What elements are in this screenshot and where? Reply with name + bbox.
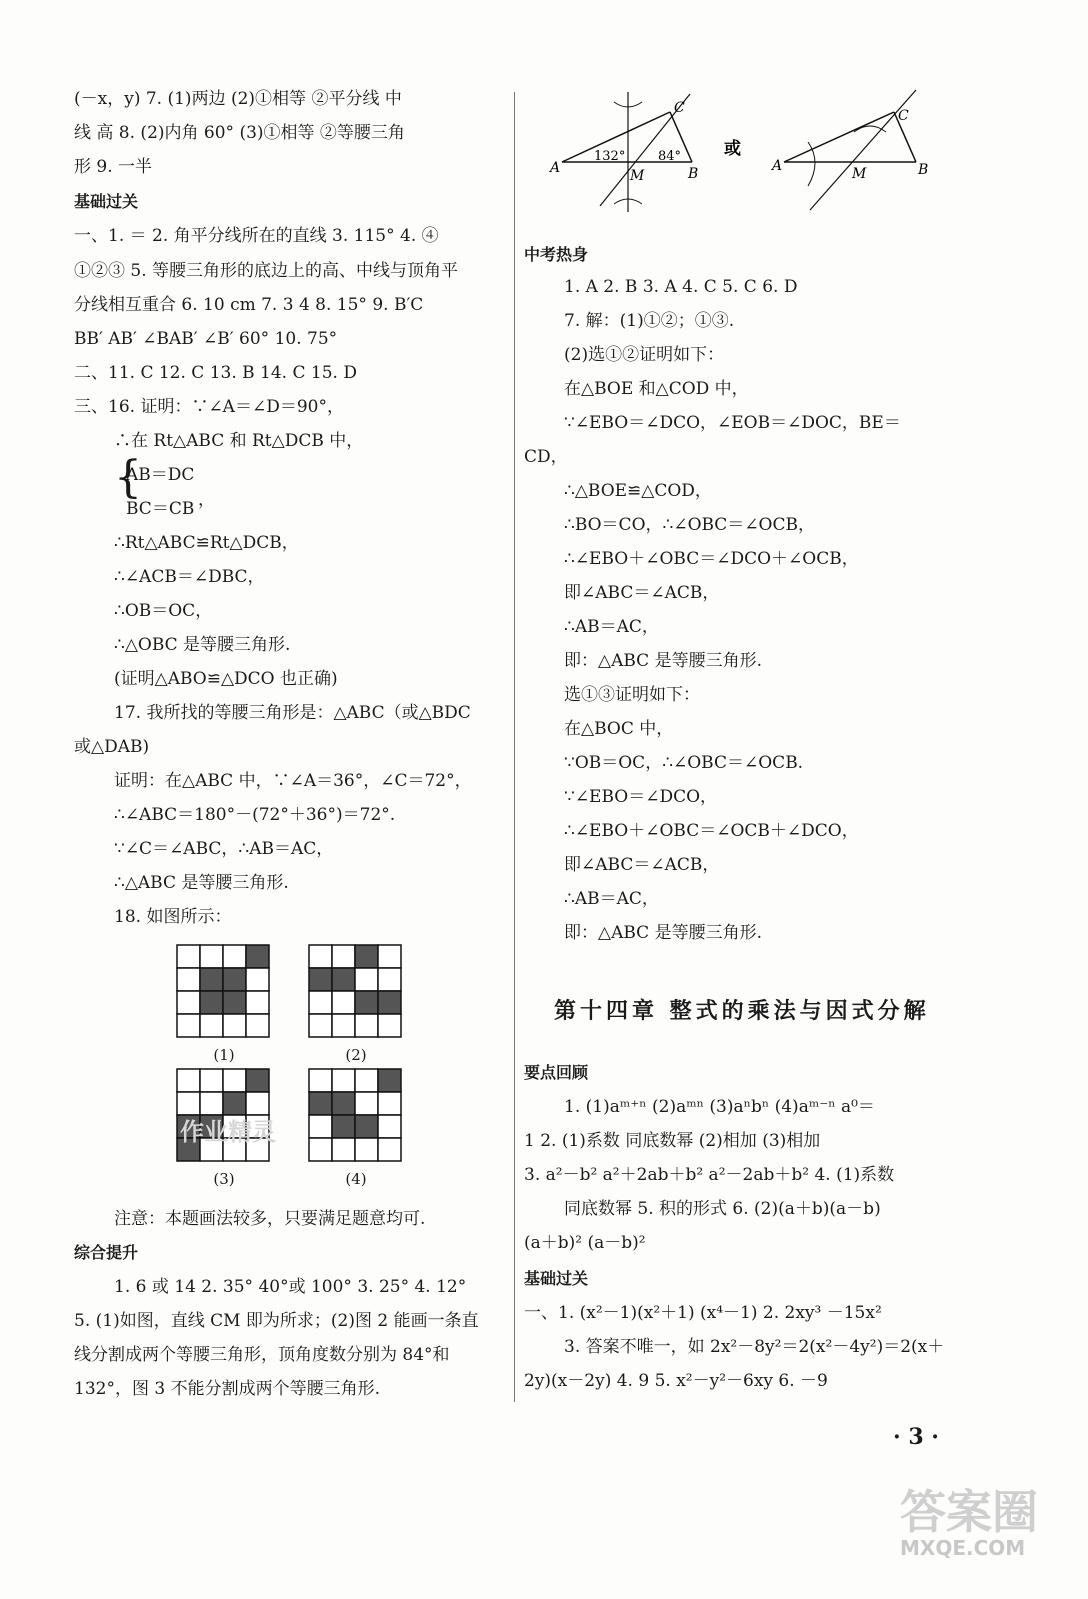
equation-line: AB＝DC — [126, 465, 195, 485]
grid-cell — [177, 1069, 200, 1092]
text-line: 选①③证明如下： — [564, 685, 700, 705]
text-line: (2)选①②证明如下： — [564, 345, 725, 365]
grid-caption: (1) — [213, 1046, 235, 1064]
grid-cell — [309, 945, 332, 968]
grid-cell — [177, 1014, 200, 1037]
grid-cell — [200, 1069, 223, 1092]
text-line: 3. 答案不唯一，如 2x²－8y²＝2(x²－4y²)＝2(x＋ — [564, 1337, 945, 1357]
text-line: ∵∠EBO＝∠DCO， — [564, 787, 718, 807]
grid-cell-shaded — [332, 1092, 355, 1115]
text-line: 3. a²－b² a²＋2ab＋b² a²－2ab＋b² 4. (1)系数 — [524, 1165, 895, 1185]
text-line: ∵OB＝OC，∴∠OBC＝∠OCB. — [564, 753, 804, 773]
text-line: ∴∠ABC＝180°－(72°＋36°)＝72°. — [114, 805, 396, 825]
section-heading: 基础过关 — [74, 192, 139, 211]
fig1-angle-132: 132° — [594, 149, 626, 164]
text-line: 同底数幂 5. 积的形式 6. (2)(a＋b)(a－b) — [564, 1199, 881, 1219]
grid-caption: (2) — [345, 1046, 367, 1064]
grid-cell-shaded — [223, 968, 246, 991]
system-brace: { — [114, 452, 142, 503]
grid-cell — [200, 1014, 223, 1037]
comma: ， — [198, 490, 215, 510]
grid-cell — [332, 1014, 355, 1037]
text-line: 证明：在△ABC 中，∵∠A＝36°，∠C＝72°， — [114, 771, 472, 791]
grid-cell — [309, 1138, 332, 1161]
fig1-label-B: B — [688, 166, 699, 182]
text-line: 即：△ABC 是等腰三角形. — [564, 651, 762, 671]
grid-cell — [223, 1069, 246, 1092]
triangle-figures — [540, 88, 940, 214]
fig2-label-M: M — [852, 166, 867, 182]
text-line: 17. 我所找的等腰三角形是：△ABC（或△BDC — [114, 703, 471, 723]
text-line: 1. (1)aᵐ⁺ⁿ (2)aᵐⁿ (3)aⁿbⁿ (4)aᵐ⁻ⁿ a⁰＝ — [564, 1097, 875, 1117]
grid-cell — [355, 1069, 378, 1092]
text-line: 在△BOC 中， — [564, 719, 674, 739]
grid-cell — [378, 1014, 401, 1037]
grid-cell — [309, 1069, 332, 1092]
text-line: ∴△ABC 是等腰三角形. — [114, 873, 289, 893]
text-line: ∴∠EBO＋∠OBC＝∠DCO＋∠OCB， — [564, 549, 859, 569]
text-line: 即∠ABC＝∠ACB， — [564, 583, 720, 603]
grid-cell-shaded — [378, 991, 401, 1014]
grid-cell — [200, 945, 223, 968]
grid-cell-shaded — [355, 991, 378, 1014]
text-line: 一、1. (x²－1)(x²＋1) (x⁴－1) 2. 2xy³ －15x² — [524, 1303, 882, 1323]
grid-cell-shaded — [200, 968, 223, 991]
grid-cell — [332, 1069, 355, 1092]
text-line: ∴BO＝CO，∴∠OBC＝∠OCB， — [564, 515, 815, 535]
text-line: 18. 如图所示： — [114, 907, 232, 927]
grid-cell — [355, 1092, 378, 1115]
text-line: (证明△ABO≌△DCO 也正确) — [114, 669, 338, 689]
text-line: ∴在 Rt△ABC 和 Rt△DCB 中， — [114, 431, 364, 451]
chapter-title: 第十四章 整式的乘法与因式分解 — [554, 998, 930, 1024]
grid-cell — [355, 968, 378, 991]
grid-cell — [332, 1138, 355, 1161]
text-line: BB′ AB′ ∠BAB′ ∠B′ 60° 10. 75° — [74, 329, 338, 349]
text-line: ∴∠EBO＋∠OBC＝∠OCB＋∠DCO， — [564, 821, 859, 841]
grid-figure-2 — [308, 944, 404, 1040]
grid-cell-shaded — [200, 991, 223, 1014]
fig2-label-B: B — [918, 162, 929, 178]
section-heading: 基础过关 — [524, 1269, 589, 1288]
grid-cell-shaded — [355, 1115, 378, 1138]
grid-figure-1 — [176, 944, 272, 1040]
text-line: 形 9. 一半 — [74, 157, 153, 177]
grid-cell — [309, 991, 332, 1014]
grid-cell — [355, 1014, 378, 1037]
column-divider — [514, 92, 515, 1402]
text-line: (a＋b)² (a－b)² — [524, 1233, 646, 1253]
text-line: 即：△ABC 是等腰三角形. — [564, 923, 762, 943]
grid-cell — [246, 968, 269, 991]
grid-cell-shaded — [378, 1069, 401, 1092]
grid-cell — [378, 945, 401, 968]
section-heading: 综合提升 — [74, 1243, 139, 1262]
text-line: 线 高 8. (2)内角 60° (3)①相等 ②等腰三角 — [74, 123, 405, 143]
text-line: 二、11. C 12. C 13. B 14. C 15. D — [74, 363, 357, 383]
text-line: 1 2. (1)系数 同底数幂 (2)相加 (3)相加 — [524, 1131, 821, 1151]
watermark-logo: 答案圈 — [900, 1485, 1038, 1539]
text-line: 一、1. ＝ 2. 角平分线所在的直线 3. 115° 4. ④ — [74, 226, 439, 246]
triangle-figure-1 — [548, 92, 698, 212]
grid-cell — [246, 991, 269, 1014]
text-line: ∴AB＝AC， — [564, 889, 659, 909]
grid-cell — [223, 945, 246, 968]
grid-cell — [355, 1138, 378, 1161]
text-line: ∵∠C＝∠ABC，∴AB＝AC， — [114, 839, 334, 859]
page-number: · 3 · — [893, 1424, 939, 1450]
text-line: ∴OB＝OC， — [114, 601, 213, 621]
section-heading: 要点回顾 — [524, 1063, 589, 1082]
grid-cell — [223, 1014, 246, 1037]
text-line: 线分割成两个等腰三角形，顶角度数分别为 84°和 — [74, 1345, 450, 1365]
grid-cell — [378, 1138, 401, 1161]
text-line: 5. (1)如图，直线 CM 即为所求；(2)图 2 能画一条直 — [74, 1311, 479, 1331]
text-line: 2y)(x－2y) 4. 9 5. x²－y²－6xy 6. －9 — [524, 1371, 828, 1391]
fig1-label-C: C — [674, 100, 685, 116]
text-line: 1. 6 或 14 2. 35° 40°或 100° 3. 25° 4. 12° — [114, 1277, 467, 1297]
grid-cell-shaded — [309, 1092, 332, 1115]
text-line: 1. A 2. B 3. A 4. C 5. C 6. D — [564, 277, 798, 297]
text-line: 即∠ABC＝∠ACB， — [564, 855, 720, 875]
text-line: 注意：本题画法较多，只要满足题意均可. — [114, 1209, 426, 1229]
text-line: 或△DAB) — [74, 737, 150, 757]
grid-figure-4 — [308, 1068, 404, 1164]
text-line: ∵∠EBO＝∠DCO，∠EOB＝∠DOC，BE＝ — [564, 413, 901, 433]
grid-caption: (4) — [345, 1170, 367, 1188]
grid-cell — [177, 968, 200, 991]
text-line: 132°，图 3 不能分割成两个等腰三角形. — [74, 1379, 380, 1399]
fig2-label-C: C — [898, 108, 909, 124]
grid-cell — [246, 1014, 269, 1037]
grid-cell — [332, 991, 355, 1014]
text-line: 在△BOE 和△COD 中， — [564, 379, 749, 399]
text-line: ∴AB＝AC， — [564, 617, 659, 637]
grid-cell-shaded — [332, 968, 355, 991]
grid-caption: (3) — [213, 1170, 235, 1188]
text-line: 分线相互重合 6. 10 cm 7. 3 4 8. 15° 9. B′C — [74, 295, 424, 315]
text-line: ∴∠ACB＝∠DBC， — [114, 567, 265, 587]
fig1-angle-84: 84° — [658, 149, 682, 164]
text-line: ∴Rt△ABC≌Rt△DCB， — [114, 533, 299, 553]
text-line: ∴△OBC 是等腰三角形. — [114, 635, 291, 655]
grid-cell-shaded — [309, 968, 332, 991]
grid-cell-shaded — [223, 991, 246, 1014]
grid-cell-shaded — [246, 1069, 269, 1092]
grid-cell — [332, 945, 355, 968]
grid-cell — [378, 1092, 401, 1115]
text-line: ①②③ 5. 等腰三角形的底边上的高、中线与顶角平 — [74, 261, 459, 281]
text-line: 三、16. 证明：∵∠A＝∠D＝90°， — [74, 397, 344, 417]
fig2-label-A: A — [772, 158, 783, 174]
grid-cell — [378, 1115, 401, 1138]
section-heading: 中考热身 — [524, 245, 589, 264]
grid-cell-shaded — [332, 1115, 355, 1138]
grid-cell — [177, 945, 200, 968]
or-label: 或 — [724, 139, 741, 159]
equation-line: BC＝CB — [126, 499, 195, 519]
grid-cell-shaded — [246, 945, 269, 968]
text-line: CD， — [524, 447, 568, 467]
grid-cell-shaded — [355, 945, 378, 968]
grid-cell — [309, 1115, 332, 1138]
text-line: ∴△BOE≌△COD， — [564, 481, 712, 501]
triangle-figure-2 — [770, 90, 928, 210]
watermark-url: MXQE.COM — [900, 1536, 1026, 1560]
fig1-label-M: M — [630, 168, 645, 184]
fig1-label-A: A — [550, 160, 561, 176]
grid-cell — [177, 991, 200, 1014]
text-line: (－x，y) 7. (1)两边 (2)①相等 ②平分线 中 — [74, 89, 402, 109]
watermark-text: 作业精灵 — [180, 1118, 276, 1146]
text-line: 7. 解：(1)①②；①③. — [564, 311, 735, 331]
grid-cell — [309, 1014, 332, 1037]
grid-cell — [378, 968, 401, 991]
